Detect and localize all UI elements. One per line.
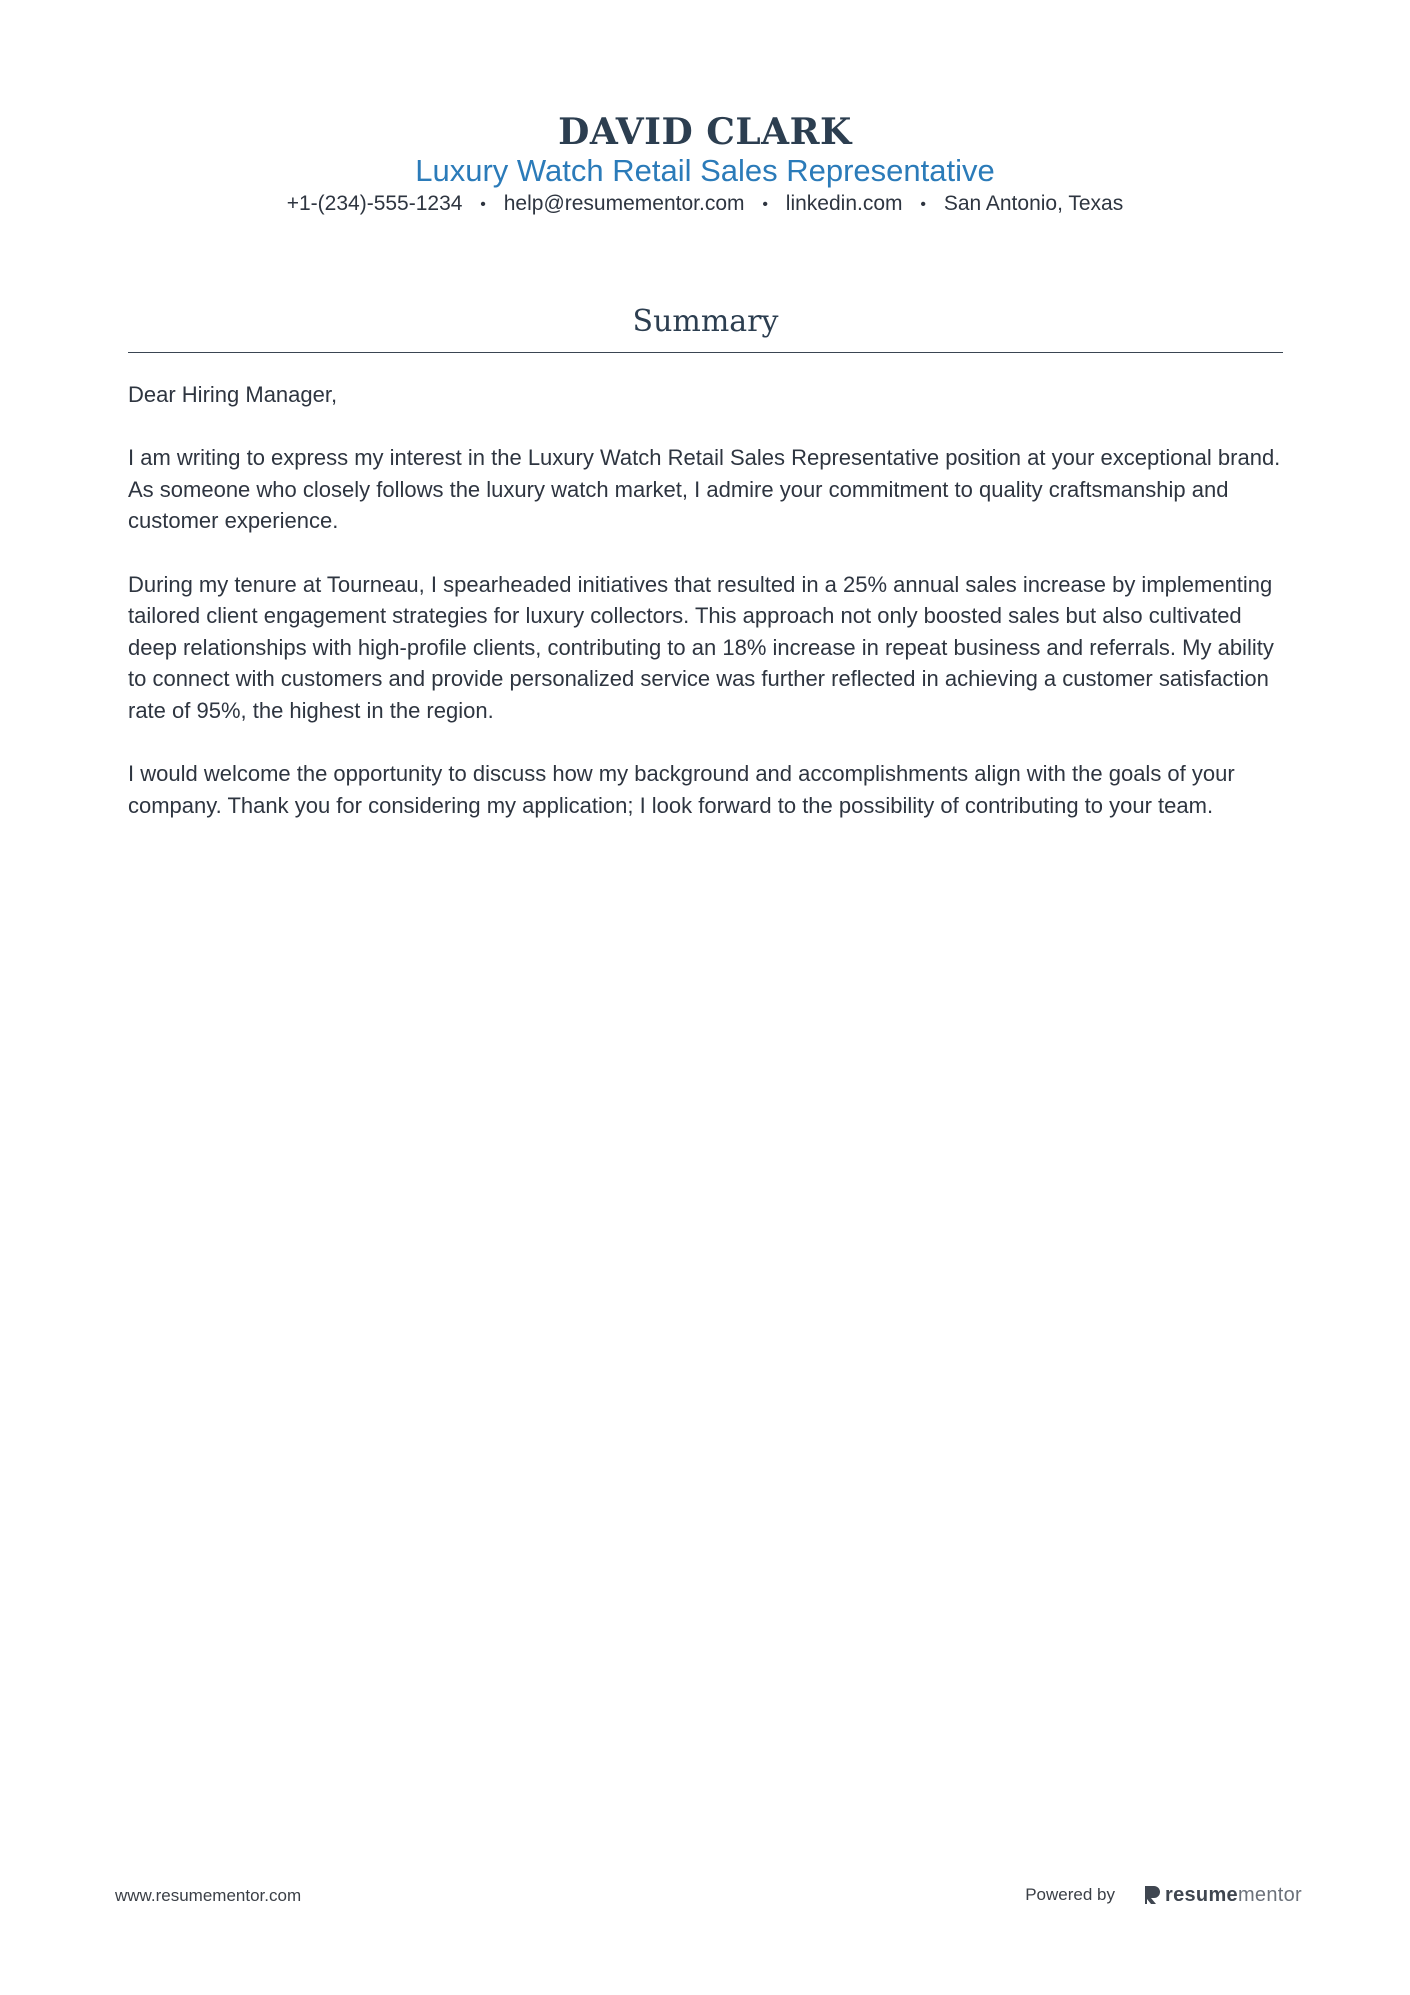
contact-line bbox=[0, 190, 1410, 220]
logo-wordmark-bold: resume bbox=[1165, 1883, 1238, 1906]
letter-paragraph: I would welcome the opportunity to discuss how my background and accomplishments align with the goals of your company. Thank you for considering my application; I look forward to the possibility of contributing to your team. bbox=[128, 761, 1235, 818]
section-title: Summary bbox=[632, 304, 779, 339]
contact-separator: • bbox=[480, 196, 486, 213]
contact-phone: +1-(234)-555-1234 bbox=[286, 192, 463, 215]
contact-location: San Antonio, Texas bbox=[943, 192, 1124, 215]
resumementor-logo-icon bbox=[1143, 1884, 1161, 1906]
candidate-name: DAVID CLARK bbox=[558, 111, 852, 153]
contact-separator: • bbox=[762, 196, 768, 213]
contact-email[interactable]: help@resumementor.com bbox=[503, 192, 745, 215]
letter-body bbox=[128, 379, 1285, 853]
letter-header bbox=[0, 112, 1410, 220]
footer-branding bbox=[1025, 1880, 1302, 1910]
contact-separator: • bbox=[920, 196, 926, 213]
letter-greeting: Dear Hiring Manager, bbox=[128, 382, 338, 407]
footer-website[interactable]: www.resumementor.com bbox=[115, 1886, 302, 1905]
section-divider bbox=[128, 352, 1283, 353]
contact-linkedin[interactable]: linkedin.com bbox=[785, 192, 903, 215]
logo-wordmark-light: mentor bbox=[1237, 1883, 1302, 1906]
powered-by-label: Powered by bbox=[1025, 1885, 1115, 1904]
letter-paragraph: I am writing to express my interest in the Luxury Watch Retail Sales Representative position at your exceptional brand. As someone who closely follows the luxury watch market, I admire your commitment to quality craftsmanship and customer experience. bbox=[128, 445, 1281, 534]
logo-wordmark bbox=[1165, 1884, 1302, 1907]
resumementor-logo[interactable] bbox=[1143, 1884, 1302, 1907]
job-title: Luxury Watch Retail Sales Representative bbox=[415, 153, 995, 188]
letter-paragraph: During my tenure at Tourneau, I spearheaded initiatives that resulted in a 25% annual sales increase by implementing tailored client engagement strategies for luxury collectors. This approach not only boosted sales but also cultivated deep relationships with high-profile clients, contributing to an 18% increase in repeat business and referrals. My ability to connect with customers and provide personalized service was further reflected in achieving a customer satisfaction rate of 95%, the highest in the region. bbox=[128, 571, 1274, 723]
